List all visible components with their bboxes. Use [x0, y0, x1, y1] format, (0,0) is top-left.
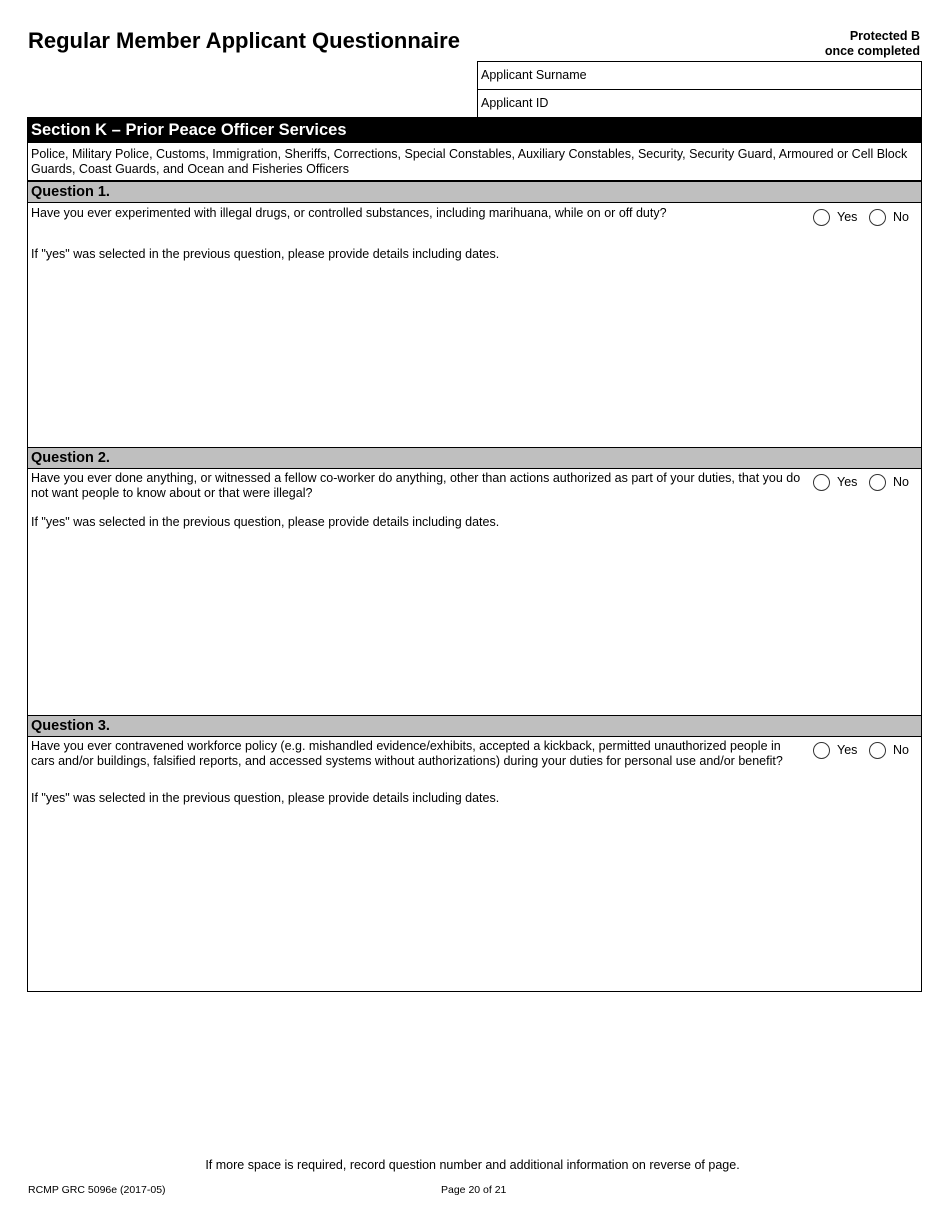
question-3-details-input[interactable] — [28, 808, 921, 991]
question-2-detail-prompt: If "yes" was selected in the previous question, please provide details including dates. — [31, 515, 500, 529]
question-1-detail-prompt: If "yes" was selected in the previous question, please provide details including dates. — [31, 247, 500, 261]
page-number: Page 20 of 21 — [441, 1184, 507, 1196]
question-2-yes-radio[interactable] — [813, 474, 830, 491]
question-1-details-input[interactable] — [28, 264, 921, 446]
page-title: Regular Member Applicant Questionnaire — [28, 28, 460, 53]
question-1-yes-label: Yes — [837, 210, 858, 224]
question-1-text: Have you ever experimented with illegal drugs, or controlled substances, including marihuana, while on or off duty? — [31, 206, 667, 220]
question-1-yes-radio[interactable] — [813, 209, 830, 226]
applicant-surname-field[interactable] — [477, 61, 922, 90]
section-k-form — [27, 117, 922, 992]
question-2-no-label: No — [893, 475, 909, 489]
question-3-radio-group — [813, 742, 923, 762]
question-2-text: Have you ever done anything, or witnessed a fellow co-worker do anything, other than actions authorized as part of your duties, that you do not want people to know about or that were illegal? — [31, 471, 801, 500]
question-2-radio-group — [813, 474, 923, 494]
question-3-no-label: No — [893, 743, 909, 757]
footer-note: If more space is required, record question number and additional information on reverse of page. — [205, 1158, 740, 1172]
applicant-surname-label: Applicant Surname — [481, 68, 587, 82]
question-3-text: Have you ever contravened workforce policy (e.g. mishandled evidence/exhibits, accepted a kickback, permitted unauthorized people in cars and/or buildings, falsified reports, and accessed systems without authorizations) during your duties for personal use and/or benefit? — [31, 739, 783, 768]
section-title: Section K – Prior Peace Officer Services — [28, 118, 921, 143]
question-2-details-input[interactable] — [28, 532, 921, 714]
protected-label — [825, 29, 920, 59]
question-3-yes-label: Yes — [837, 743, 858, 757]
applicant-id-field[interactable] — [477, 89, 922, 118]
question-3-yes-radio[interactable] — [813, 742, 830, 759]
question-1-no-label: No — [893, 210, 909, 224]
question-2-heading: Question 2. — [28, 447, 921, 469]
question-2-yes-label: Yes — [837, 475, 858, 489]
question-3-heading: Question 3. — [28, 715, 921, 737]
question-1-no-radio[interactable] — [869, 209, 886, 226]
applicant-id-label: Applicant ID — [481, 96, 549, 110]
protected-line-1: Protected B — [849, 29, 920, 43]
protected-line-2: once completed — [824, 44, 920, 58]
section-description: Police, Military Police, Customs, Immigration, Sheriffs, Corrections, Special Constables, Auxiliary Constables, Security, Security Guard, Armoured or Cell Block Guards, Coast Guards, and Ocean and Fisheries Officers — [28, 143, 921, 181]
question-3-detail-prompt: If "yes" was selected in the previous question, please provide details including dates. — [31, 791, 500, 805]
question-2-no-radio[interactable] — [869, 474, 886, 491]
question-1-radio-group — [813, 209, 923, 229]
question-3-no-radio[interactable] — [869, 742, 886, 759]
form-id: RCMP GRC 5096e (2017-05) — [28, 1184, 166, 1196]
question-1-heading: Question 1. — [28, 181, 921, 203]
